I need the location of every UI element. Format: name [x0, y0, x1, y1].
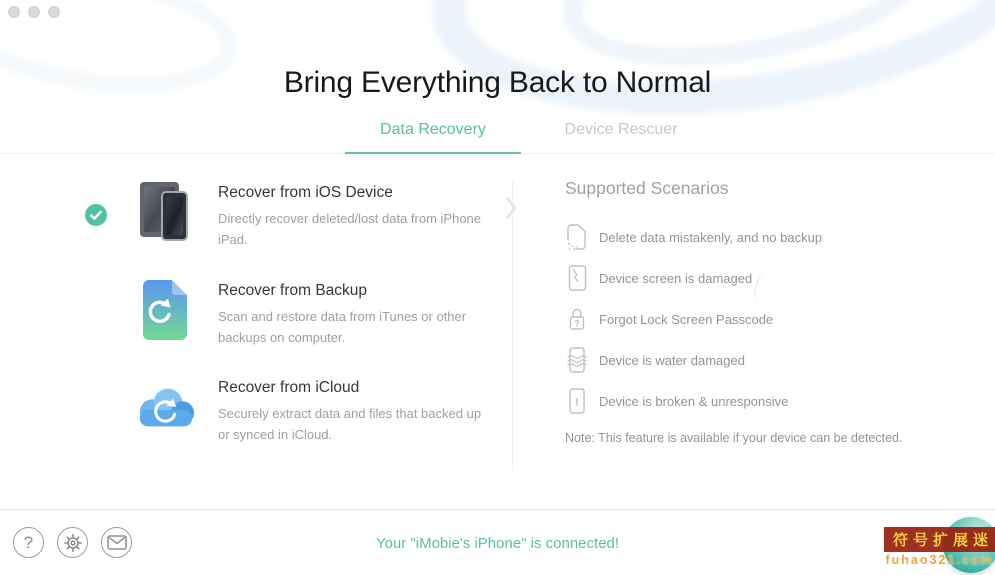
watermark-title: 符号扩展迷 — [884, 527, 995, 552]
backup-file-icon — [133, 278, 197, 344]
chevron-right-icon — [505, 196, 517, 220]
watermark-url: fuhao321.com — [885, 553, 994, 567]
supported-scenarios-panel — [565, 178, 965, 445]
window-zoom-dot[interactable] — [48, 6, 60, 18]
broken-device-icon — [565, 387, 591, 415]
icloud-icon — [133, 375, 197, 441]
tab-data-recovery[interactable]: Data Recovery — [345, 118, 521, 154]
scenario-label: Device is water damaged — [599, 352, 745, 368]
watermark — [884, 527, 995, 567]
mode-title: Recover from iOS Device — [218, 184, 393, 201]
page-title: Bring Everything Back to Normal — [283, 66, 712, 99]
mode-description: Securely extract data and files that backed up or synced in iCloud. — [218, 406, 482, 442]
scenarios-note: Note: This feature is available if your device can be detected. — [565, 431, 903, 445]
footer-divider — [0, 509, 995, 510]
scenario-item — [565, 346, 965, 374]
window-minimize-dot[interactable] — [28, 6, 40, 18]
broken-exclaim-glyph: ! — [575, 397, 579, 409]
lock-question-glyph: ? — [574, 318, 580, 329]
scenario-label: Device screen is damaged — [599, 270, 753, 286]
deleted-file-icon — [565, 223, 591, 251]
device-connected-status: Your "iMobie's iPhone" is connected! — [375, 535, 620, 552]
scenarios-heading: Supported Scenarios — [565, 178, 729, 198]
mode-text — [218, 379, 486, 446]
mode-title: Recover from iCloud — [218, 379, 360, 396]
scenario-item — [565, 305, 965, 333]
tab-device-rescuer[interactable]: Device Rescuer — [564, 121, 678, 138]
mode-description: Scan and restore data from iTunes or other backups on computer. — [218, 309, 467, 345]
window-close-dot[interactable] — [8, 6, 20, 18]
scenario-label: Device is broken & unresponsive — [599, 393, 789, 409]
selected-check-icon — [85, 204, 107, 226]
cracked-screen-icon — [565, 264, 591, 292]
scenario-label: Delete data mistakenly, and no backup — [599, 229, 823, 245]
lock-passcode-icon — [565, 305, 591, 333]
mode-text — [218, 282, 486, 349]
ios-device-icon — [133, 180, 197, 246]
scenario-item — [565, 387, 965, 415]
mode-text — [218, 184, 486, 251]
mode-description: Directly recover deleted/lost data from iPhone iPad. — [218, 211, 482, 247]
scenario-label: Forgot Lock Screen Passcode — [599, 311, 774, 327]
scenario-item — [565, 223, 965, 251]
help-icon: ? — [23, 532, 34, 552]
window-controls — [8, 6, 60, 18]
scenario-item — [565, 264, 965, 292]
mode-title: Recover from Backup — [218, 282, 368, 299]
column-divider — [512, 180, 513, 470]
water-damage-icon — [565, 346, 591, 374]
